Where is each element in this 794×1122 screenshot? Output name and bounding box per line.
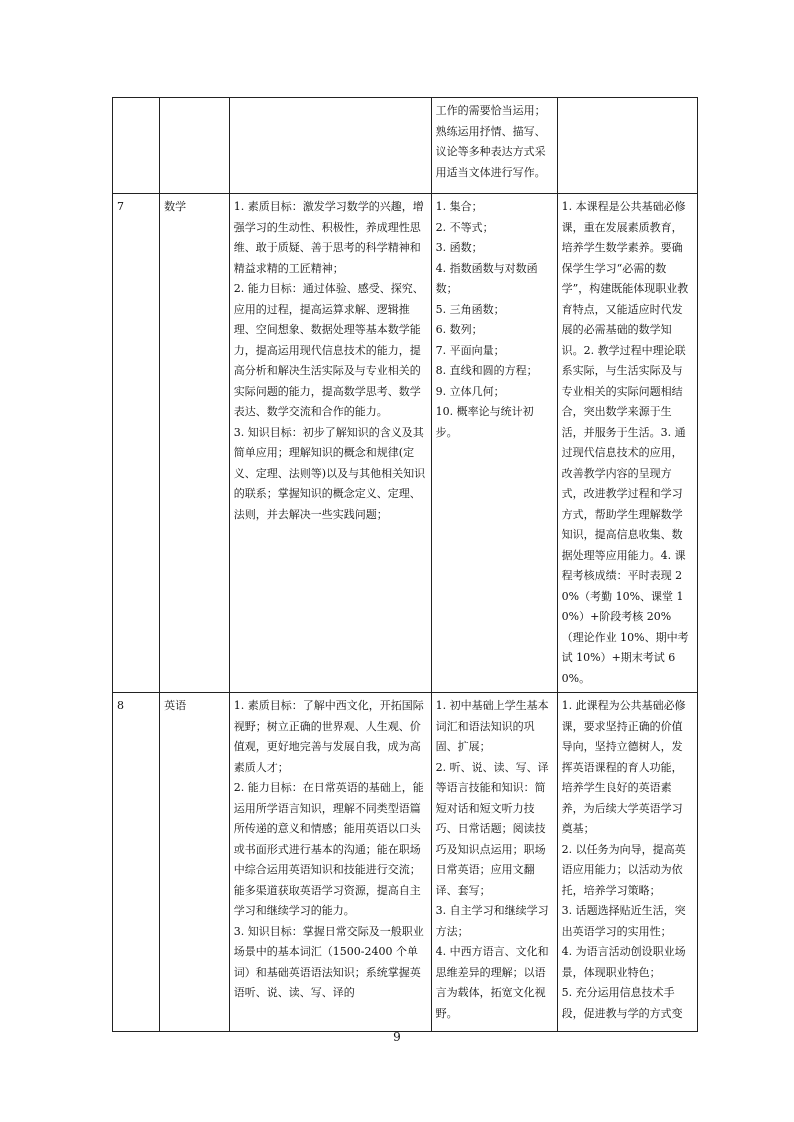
table-row bbox=[113, 98, 698, 194]
teaching-requirements-cell bbox=[557, 194, 697, 693]
table-row bbox=[113, 693, 698, 1032]
content-item: 2. 听、说、读、写、译等语言技能和知识：简短对话和短文听力技巧、日常话题；阅读技巧及知识点运用；职场日常英语；应用文翻译、套写； bbox=[435, 760, 549, 897]
requirement-item: 4. 为语言活动创设职业场景，体现职业特色； bbox=[561, 945, 686, 979]
goal-item: 2. 能力目标：在日常英语的基础上，能运用所学语言知识，理解不同类型语篇所传递的意义和情感；能用英语以口头或书面形式进行基本的沟通；能在职场中综合运用英语知识和技能进行交流；能多渠道获取英语学习资源，提高自主学习和继续学习的能力。 bbox=[233, 781, 424, 917]
curriculum-table bbox=[112, 97, 698, 1032]
requirement-item: 5. 充分运用信息技术手段，促进教与学的方式变 bbox=[561, 986, 683, 1020]
course-number-cell bbox=[113, 98, 160, 194]
course-content-cell bbox=[431, 98, 557, 194]
course-number-cell: 8 bbox=[113, 693, 160, 1032]
page-number: 9 bbox=[393, 1030, 401, 1044]
content-item: 1. 初中基础上学生基本词汇和语法知识的巩固、扩展； bbox=[435, 699, 549, 753]
content-item: 7. 平面向量； bbox=[435, 343, 505, 357]
course-content-cell bbox=[431, 194, 557, 693]
goal-item: 3. 知识目标：掌握日常交际及一般职业场景中的基本词汇（1500-2400 个单词）和基础英语语法知识；系统掌握英语听、说、读、写、译的 bbox=[233, 924, 424, 999]
content-item: 3. 自主学习和继续学习方法； bbox=[435, 904, 549, 938]
content-item: 4. 指数函数与对数函数； bbox=[435, 261, 538, 295]
content-item: 1. 集合； bbox=[435, 200, 483, 213]
content-item: 5. 三角函数； bbox=[435, 302, 505, 316]
course-content-cell bbox=[431, 693, 557, 1032]
content-item: 2. 不等式； bbox=[435, 220, 494, 234]
requirement-item: 1. 此课程为公共基础必修课，要求坚持正确的价值导向，坚持立德树人，发挥英语课程的育人功能，培养学生良好的英语素养，为后续大学英语学习奠基； bbox=[561, 699, 686, 835]
content-item: 6. 数列； bbox=[435, 323, 483, 336]
course-name-cell bbox=[160, 98, 230, 194]
table-row bbox=[113, 194, 698, 693]
course-goals-cell bbox=[229, 98, 431, 194]
goal-item: 3. 知识目标：初步了解知识的含义及其简单应用；理解知识的概念和规律(定义、定理、法则等)以及与其他相关知识的联系；掌握知识的概念定义、定理、法则，并去解决一些实践问题； bbox=[233, 425, 426, 521]
teaching-requirements-cell bbox=[557, 98, 697, 194]
requirement-item: 1. 本课程是公共基础必修课，重在发展素质教育，培养学生数学素养。要确保学生学习“必需的数学”，构建既能体现职业教育特点，又能适应时代发展的必需基础的数学知识。2. 教学过程中理论联系实际，与生活实际及与专业相关的实际问题相结合，突出数学来源于生活，并服务于生活。3. 通过现代信息技术的应用，改善教学内容的呈现方式，改进教学过程和学习方式，帮助学生理解数学知识，提高信息收集、数据处理等应用能力。4. 课程考核成绩：平时表现 20%（考勤 10%、课堂 10%）+阶段考核 20%（理论作业 10%、期中考试 10%）+期末考试 60%。 bbox=[561, 200, 689, 685]
content-item: 8. 直线和圆的方程； bbox=[435, 364, 538, 377]
requirement-item: 3. 话题选择贴近生活，突出英语学习的实用性； bbox=[561, 904, 686, 938]
goal-item: 2. 能力目标：通过体验、感受、探究、应用的过程，提高运算求解、逻辑推理、空间想象、数据处理等基本数学能力，提高运用现代信息技术的能力，提高分析和解决生活实际及与专业相关的实际问题的能力，提高数学思考、数学表达、数学交流和合作的能力。 bbox=[233, 282, 424, 418]
course-number-cell: 7 bbox=[113, 194, 160, 693]
content-item: 3. 函数； bbox=[435, 241, 483, 254]
course-goals-cell bbox=[229, 693, 431, 1032]
content-item: 工作的需要恰当运用；熟练运用抒情、描写、议论等多种表达方式采用适当文体进行写作。 bbox=[435, 104, 546, 179]
requirement-item: 2. 以任务为向导，提高英语应用能力；以活动为依托，培养学习策略； bbox=[561, 842, 686, 897]
goal-item: 1. 素质目标：激发学习数学的兴趣，增强学习的生动性、积极性，养成理性思维、敢于质疑、善于思考的科学精神和精益求精的工匠精神； bbox=[233, 200, 424, 275]
content-item: 4. 中西方语言、文化和思维差异的理解；以语言为载体，拓宽文化视野。 bbox=[435, 945, 549, 1020]
content-item: 9. 立体几何； bbox=[435, 384, 505, 398]
course-name-cell: 英语 bbox=[160, 693, 230, 1032]
goal-item: 1. 素质目标：了解中西文化，开拓国际视野；树立正确的世界观、人生观、价值观，更好地完善与发展自我，成为高素质人才； bbox=[233, 699, 424, 774]
course-goals-cell bbox=[229, 194, 431, 693]
content-item: 10. 概率论与统计初步。 bbox=[435, 405, 534, 439]
teaching-requirements-cell bbox=[557, 693, 697, 1032]
course-name-cell: 数学 bbox=[160, 194, 230, 693]
